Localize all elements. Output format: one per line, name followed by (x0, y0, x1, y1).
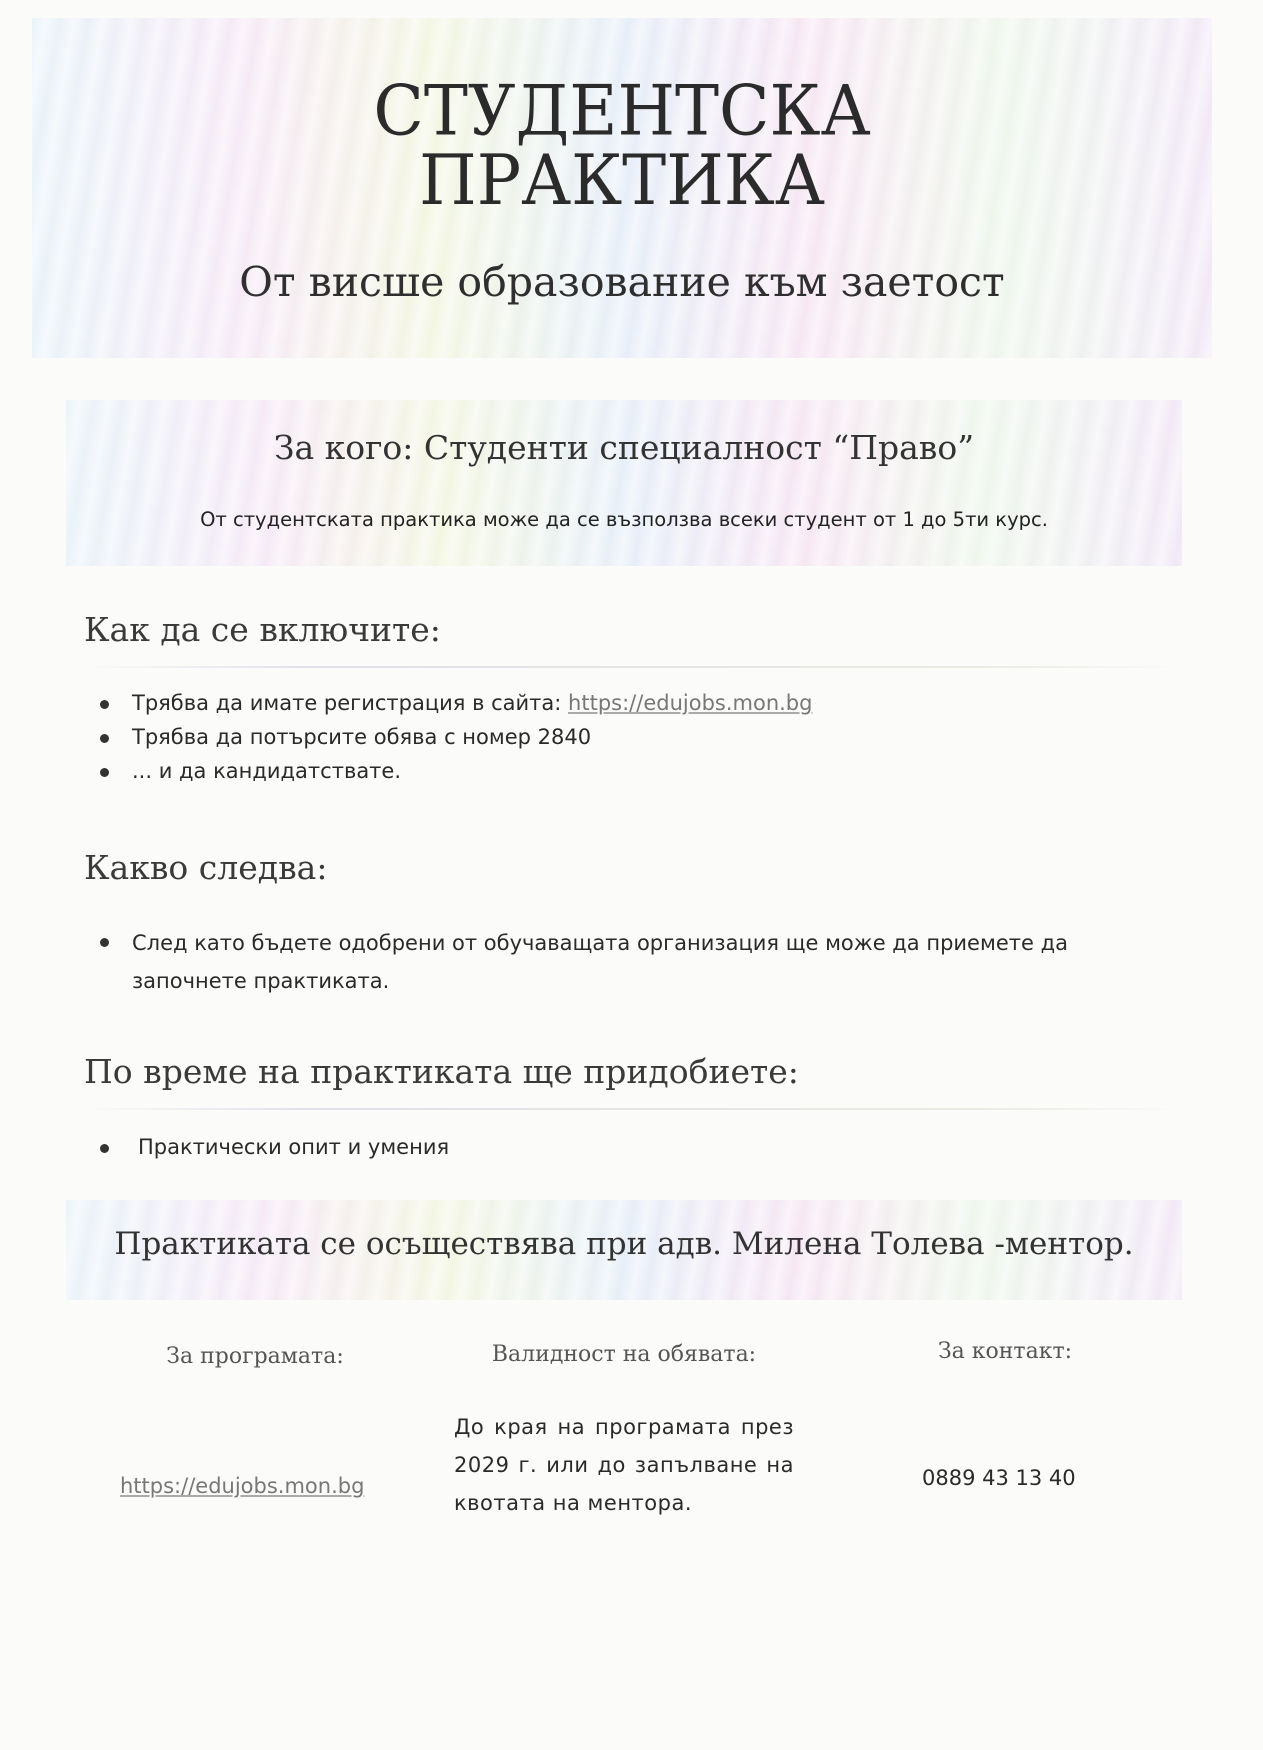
validity-text: До края на програмата през 2029 г. или до запълване на квотата на ментора. (454, 1415, 794, 1515)
mentor-text: Практиката се осъществява при адв. Милена Толева -ментор. (114, 1226, 1134, 1262)
section-divider (84, 1108, 1184, 1110)
list-item (100, 720, 812, 754)
title-line-2: ПРАКТИКА (419, 139, 825, 221)
list-item (100, 686, 812, 720)
section-heading-gains: По време на практиката ще придобиете: (84, 1052, 799, 1091)
section-heading-next-steps: Какво следва: (84, 848, 328, 887)
mentor-banner (66, 1200, 1182, 1300)
program-link-wrapper (120, 1474, 364, 1498)
gains-list (100, 1130, 449, 1164)
list-item-text: Трябва да имате регистрация в сайта: (132, 691, 569, 715)
list-item (100, 754, 812, 788)
section-heading-how-to-join: Как да се включите: (84, 610, 441, 649)
validity-heading: Валидност на обявата: (491, 1342, 757, 1367)
page-subtitle: От висше образование към заетост (239, 258, 1005, 306)
list-item-text-line-2: започнете практиката. (132, 969, 390, 993)
header-banner (32, 18, 1212, 358)
audience-note: От студентската практика може да се възползва всеки студент от 1 до 5ти курс. (200, 508, 1048, 531)
page-title (32, 70, 1212, 221)
edujobs-link[interactable]: https://edujobs.mon.bg (568, 691, 813, 715)
list-item-text: ... и да кандидатствате. (132, 759, 402, 783)
next-steps-list (100, 924, 1160, 1000)
list-item (100, 924, 1160, 1000)
contact-phone: 0889 43 13 40 (922, 1466, 1076, 1490)
title-line-1: СТУДЕНТСКА (373, 70, 871, 152)
audience-banner (66, 400, 1182, 566)
list-item-text: Практически опит и умения (138, 1135, 450, 1159)
list-item (100, 1130, 449, 1164)
audience-title: За кого: Студенти специалност “Право” (273, 428, 975, 467)
program-link[interactable]: https://edujobs.mon.bg (120, 1474, 365, 1498)
section-divider (84, 666, 1184, 668)
list-item-text: Трябва да потърсите обява с номер 2840 (132, 725, 592, 749)
how-to-join-list (100, 686, 812, 788)
contact-heading: За контакт: (937, 1339, 1073, 1364)
program-heading: За програмата: (166, 1344, 344, 1369)
list-item-text-line-1: След като бъдете одобрени от обучаващата организация ще може да приемете да (132, 931, 1068, 955)
